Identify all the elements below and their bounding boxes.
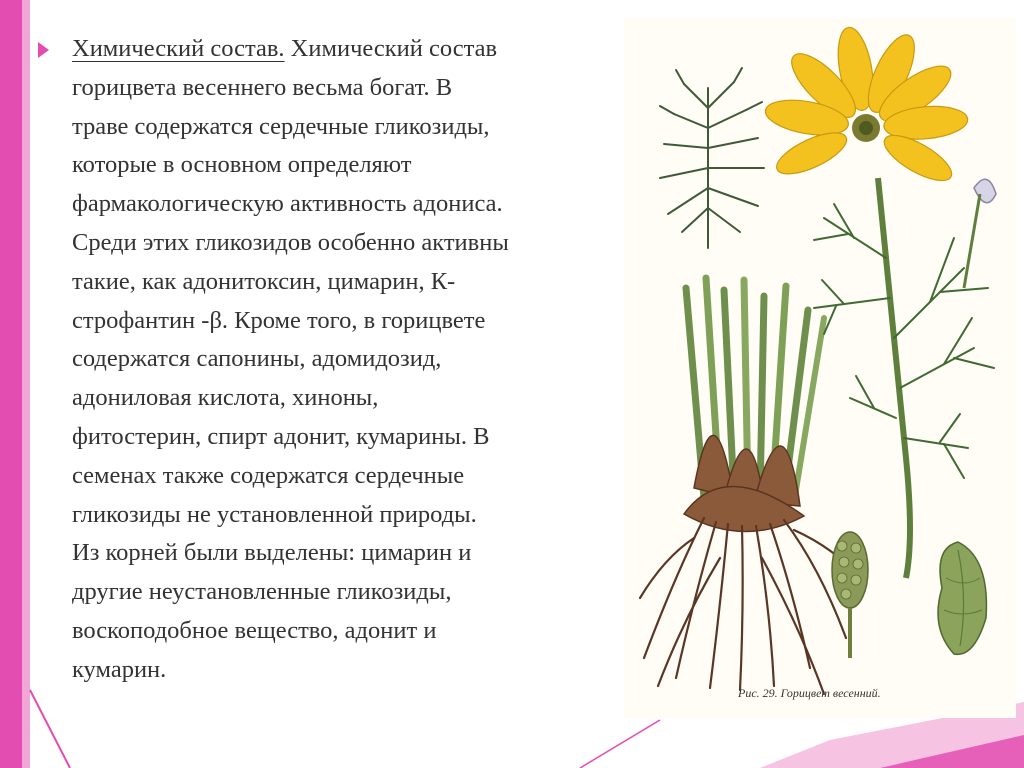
body-text <box>72 30 632 690</box>
text-line: траве содержатся сердечные гликозиды, <box>72 112 490 140</box>
text-line: строфантин -β. Кроме того, в горицвете <box>72 306 486 334</box>
text-line: которые в основном определяют <box>72 151 412 179</box>
text-line: воскоподобное вещество, адонит и <box>72 616 437 644</box>
section-heading: Химический состав. <box>72 35 285 62</box>
adonis-plant-illustration <box>624 18 1016 718</box>
text-line: содержатся сапонины, адомидозид, <box>72 345 442 373</box>
text-line: горицвета весеннего весьма богат. В <box>72 73 453 101</box>
text-line: другие неустановленные гликозиды, <box>72 578 452 606</box>
text-line-1 <box>72 30 632 69</box>
figure-caption: Рис. 29. Горицвет весенний. <box>738 686 881 700</box>
text-line: семенах также содержатся сердечные <box>72 461 465 489</box>
text-line: гликозиды не установленной природы. <box>72 500 477 528</box>
text-line: Среди этих гликозидов особенно активны <box>72 228 509 256</box>
text-line: Из корней были выделены: цимарин и <box>72 539 472 567</box>
text-line: адониловая кислота, хиноны, <box>72 384 379 412</box>
text-line: фитостерин, спирт адонит, кумарины. В <box>72 422 490 450</box>
text-line: фармакологическую активность адониса. <box>72 190 503 218</box>
bullet-arrow-icon <box>38 42 49 58</box>
text-line: кумарин. <box>72 655 167 683</box>
text-line: такие, как адонитоксин, цимарин, К- <box>72 267 456 295</box>
first-line-text: Химический состав <box>284 35 498 62</box>
